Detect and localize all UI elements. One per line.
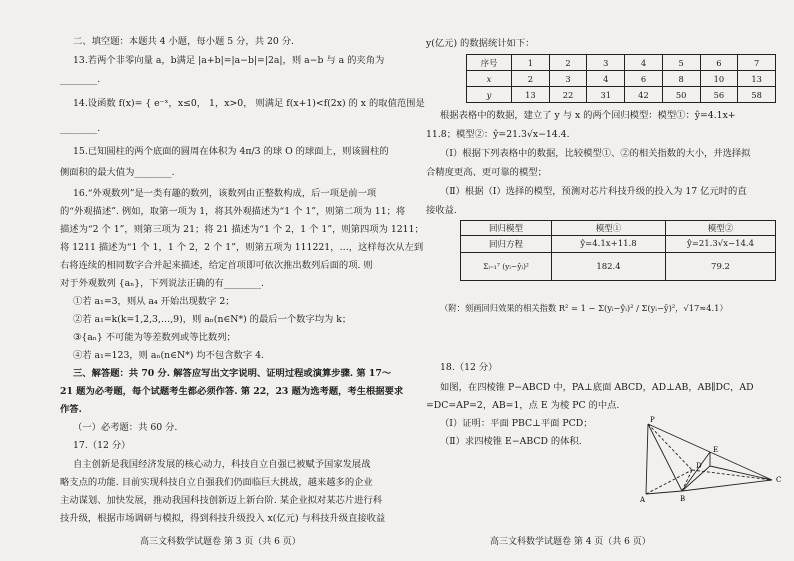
table-cell: y [467, 87, 512, 103]
question-17-text-line: 主动谋划、加快发展，推动我国科技创新迈上新台阶. 某企业拟对某芯片进行科 [60, 495, 383, 506]
question-18-text-cont: =DC=AP=2，AB=1，点 E 为棱 PC 的中点. [426, 400, 620, 411]
table-cell: 回归模型 [461, 221, 552, 236]
question-16-option-3: ③{aₙ} 不可能为等差数列或等比数列； [73, 332, 236, 343]
table-cell: 31 [587, 87, 625, 103]
table-cell: 2 [512, 71, 550, 87]
question-18-part-2: （Ⅱ）求四棱锥 E−ABCD 的体积. [440, 436, 582, 447]
question-14-text: 14.设函数 f(x)= { e⁻ˣ，x≤0， 1，x>0， 则满足 f(x+1)<f(2x) 的 x 的取值范围是 [73, 98, 425, 109]
table-cell: 回归方程 [461, 236, 552, 253]
vertex-label-p: P [650, 416, 655, 424]
table-header-cell: 6 [700, 55, 738, 71]
vertex-label-c: C [776, 476, 782, 484]
question-17-part-2: （Ⅱ）根据（Ⅰ）选择的模型，预测对芯片科技升级的投入为 17 亿元时的直 [440, 186, 747, 197]
table-cell: ŷ=4.1x+11.8 [552, 236, 666, 253]
question-16-text-line: 将 1211 描述为“1 个 1，1 个 2，2 个 1”，则第五项为 111221，…，这样每次从左到 [60, 242, 424, 253]
right-page [404, 0, 794, 561]
pyramid-figure [630, 412, 790, 504]
question-17-models: 根据表格中的数据，建立了 y 与 x 的两个回归模型：模型①：ŷ=4.1x+ [440, 110, 736, 121]
section-heading-fill-blank: 二、填空题：本题共 4 小题，每小题 5 分，共 20 分. [73, 36, 294, 47]
question-17-models-cont: 11.8；模型②：ŷ=21.3√x−14.4. [426, 129, 570, 140]
subsection-required: （一）必考题：共 60 分. [73, 422, 178, 433]
table-row [461, 253, 776, 281]
table-cell: 3 [549, 71, 587, 87]
table-cell: x [467, 71, 512, 87]
table-header-cell: 4 [625, 55, 663, 71]
table-cell: 13 [738, 71, 776, 87]
table-cell: Σᵢ₌₁⁷ (yᵢ−ŷᵢ)² [461, 253, 552, 281]
question-18-part-1: （Ⅰ）证明：平面 PBC⊥平面 PCD； [440, 418, 593, 429]
table-cell: 79.2 [666, 253, 776, 281]
page-footer: 高三文科数学试题卷 第 3 页（共 6 页） [140, 537, 301, 547]
table-cell: 4 [587, 71, 625, 87]
question-17-part-1: （Ⅰ）根据下列表格中的数据，比较模型①、②的相关指数的大小，并选择拟 [440, 148, 751, 159]
table-header-cell: 5 [662, 55, 700, 71]
model-table [460, 220, 776, 281]
question-16-option-2: ②若 a₁=k(k=1,2,3,…,9)，则 aₙ(n∈N*) 的最后一个数字均为 k； [73, 314, 352, 325]
question-18-text: 如图，在四棱锥 P−ABCD 中，PA⊥底面 ABCD，AD⊥AB，AB∥DC，AD [440, 382, 754, 393]
table-cell: 58 [738, 87, 776, 103]
vertex-label-e: E [713, 446, 719, 454]
table-row [467, 87, 776, 103]
question-17-text-line: 技升级，根据市场调研与模拟，得到科技升级投入 x(亿元) 与科技升级直接收益 [60, 513, 386, 524]
question-17-text: 自主创新是我国经济发展的核心动力，科技自立自强已被赋予国家发展战 [73, 459, 371, 470]
table-header-cell: 3 [587, 55, 625, 71]
table-cell: 56 [700, 87, 738, 103]
formula-note: （附：刻画回归效果的相关指数 R² = 1 − Σ(yᵢ−ŷᵢ)² / Σ(yᵢ−ȳ)²，√17≈4.1） [440, 303, 728, 313]
table-cell: 42 [625, 87, 663, 103]
question-15-text: 15.已知圆柱的两个底面的圆周在体积为 4π/3 的球 O 的球面上，则该圆柱的 [73, 146, 389, 157]
table-header-cell: 2 [549, 55, 587, 71]
table-cell: 50 [662, 87, 700, 103]
question-13-text: 13.若两个非零向量 a，b满足 |a+b|=|a−b|=|2a|，则 a−b 与 a 的夹角为 [73, 55, 385, 66]
question-16-option-1: ①若 a₁=3，则从 a₄ 开始出现数字 2； [73, 296, 235, 307]
data-table [466, 54, 776, 103]
vertex-label-a: A [640, 496, 646, 504]
question-17-part-2-cont: 接收益. [426, 205, 457, 216]
page-footer: 高三文科数学试题卷 第 4 页（共 6 页） [490, 537, 651, 547]
question-16-text-line: 对于外观数列 {aₙ}，下列说法正确的有________. [60, 278, 264, 289]
question-17-header: 17.（12 分） [73, 440, 131, 451]
question-16-option-4: ④若 a₁=123，则 aₙ(n∈N*) 均不包含数字 4. [73, 350, 264, 361]
question-17-part-1-cont: 合精度更高、更可靠的模型； [426, 167, 547, 178]
table-header-cell: 1 [512, 55, 550, 71]
table-cell: ŷ=21.3√x−14.4 [666, 236, 776, 253]
vertex-label-b: B [680, 495, 686, 503]
question-18-header: 18.（12 分） [440, 362, 498, 373]
table-cell: 8 [662, 71, 700, 87]
table-header-cell: 序号 [467, 55, 512, 71]
section-heading-solutions: 三、解答题：共 70 分. 解答应写出文字说明、证明过程或演算步骤. 第 17～ [73, 368, 392, 379]
question-16-text-line: 描述为“2 个 1”，则第三项为 21；将 21 描述为“1 个 2，1 个 1”，则第四项为 1211； [60, 224, 424, 235]
table-cell: 6 [625, 71, 663, 87]
table-row [467, 71, 776, 87]
question-16-text: 16.“外观数列”是一类有趣的数列，该数列由正整数构成，后一项是前一项 [73, 188, 377, 199]
question-17-text-line: 略支点的功能. 目前实现科技自立自强我们仍面临巨大挑战，越来越多的企业 [60, 477, 373, 488]
table-cell: 模型② [666, 221, 776, 236]
table-row [467, 55, 776, 71]
vertex-label-d: D [696, 462, 702, 470]
table-row [461, 236, 776, 253]
table-header-cell: 7 [738, 55, 776, 71]
question-16-text-line: 的“外观描述”. 例如，取第一项为 1，将其外观描述为“1 个 1”，则第二项为 11；将 [60, 206, 406, 217]
question-14-blank: ________. [60, 123, 101, 134]
table-cell: 13 [512, 87, 550, 103]
table-cell: 模型① [552, 221, 666, 236]
question-16-text-line: 右将连续的相同数字合并起来描述，给定首项即可依次推出数列后面的项. 则 [60, 260, 373, 271]
question-15-text-cont: 侧面积的最大值为________. [60, 167, 175, 178]
table-cell: 10 [700, 71, 738, 87]
data-intro: y(亿元) 的数据统计如下： [426, 38, 535, 49]
table-cell: 22 [549, 87, 587, 103]
table-row [461, 221, 776, 236]
question-13-blank: ________. [60, 74, 101, 85]
section-heading-solutions-cont: 21 题为必考题，每个试题考生都必须作答. 第 22，23 题为选考题，考生根据要求 [60, 386, 404, 397]
section-heading-solutions-cont: 作答. [60, 404, 82, 415]
table-cell: 182.4 [552, 253, 666, 281]
